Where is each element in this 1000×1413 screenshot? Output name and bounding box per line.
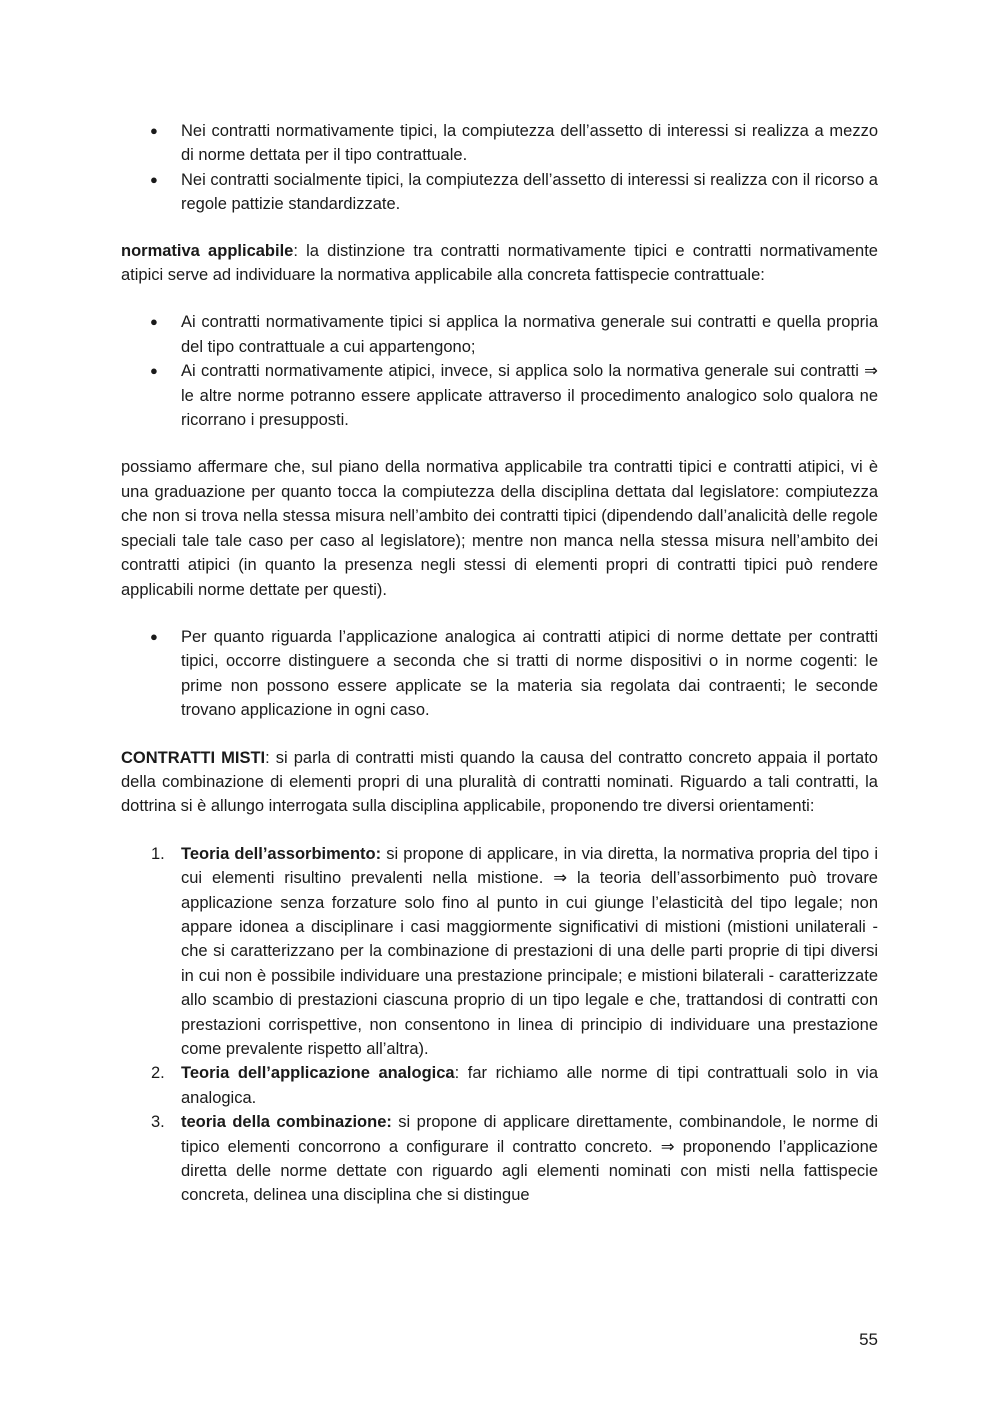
- list-number: 1.: [151, 844, 165, 863]
- theory-title: Teoria dell’assorbimento:: [181, 844, 382, 863]
- paragraph-text: : si parla di contratti misti quando la causa del contratto concreto appaia il portato della combinazione di elementi propri di una pluralità di contratti nominati. Riguardo a tali contratti, la dottrina si è allungo interrogata sulla disciplina applicabile, proponendo tre diversi orientamenti:: [121, 748, 878, 816]
- theory-text: si propone di applicare, in via diretta, la normativa propria del tipo i cui elementi risultino prevalenti nella mistione. ⇒ la teoria dell’assorbimento può trovare applicazione senza forzature solo fino al punto in cui giunge l’elasticità del tipo legale; non appare idonea a disciplinare i casi maggiormente significativi di mistioni (mistioni unilaterali - che si caratterizzano per la combinazione di prestazioni di una delle parti proprie di tipi diversi in cui non è possibile individuare una prestazione principale; e mistioni bilaterali - caratterizzate allo scambio di prestazioni ciascuna proprio di un tipo legale e che, trattandosi di contratti con prestazioni corrispettive, non consentono in linea di principio di individuare una prestazione come prevalente rispetto all’altra).: [181, 844, 878, 1058]
- bullet-list-analogia: [121, 625, 878, 723]
- page-number: 55: [859, 1330, 878, 1349]
- term-contratti-misti: CONTRATTI MISTI: [121, 748, 266, 767]
- list-item-teoria-combinazione: [121, 1110, 878, 1208]
- list-item: ● Nei contratti socialmente tipici, la compiutezza dell’assetto di interessi si realizza con il ricorso a regole pattizie standardizzate.: [121, 168, 878, 217]
- term-normativa-applicabile: normativa applicabile: [121, 241, 294, 260]
- list-item: ● Ai contratti normativamente atipici, invece, si applica solo la normativa generale sui contratti ⇒ le altre norme potranno essere applicate attraverso il procedimento analogico solo qualora ne ricorrano i presupposti.: [121, 359, 878, 432]
- paragraph-text: : la distinzione tra contratti normativamente tipici e contratti normativamente atipici serve ad individuare la normativa applicabile alla concreta fattispecie contrattuale:: [121, 241, 878, 285]
- theory-title: teoria della combinazione:: [181, 1113, 392, 1132]
- bullet-list-normativa: [121, 310, 878, 432]
- numbered-list-teorie: [121, 842, 878, 1208]
- list-number: 3.: [151, 1113, 165, 1132]
- list-number: 2.: [151, 1064, 165, 1083]
- theory-text: : far richiamo alle norme di tipi contrattuali solo in via analogica.: [181, 1064, 878, 1107]
- list-item: ● Nei contratti normativamente tipici, la compiutezza dell’assetto di interessi si realizza a mezzo di norme dettata per il tipo contrattuale.: [121, 119, 878, 168]
- list-item: ● Ai contratti normativamente tipici si applica la normativa generale sui contratti e quella propria del tipo contrattuale a cui appartengono;: [121, 310, 878, 359]
- list-item: ● Per quanto riguarda l’applicazione analogica ai contratti atipici di norme dettate per contratti tipici, occorre distinguere a seconda che si tratti di norme dispositivi o in norme cogenti: le prime non possono essere applicate se la materia sia regolata dai contraenti; le seconde trovano applicazione in ogni caso.: [121, 625, 878, 723]
- list-item-teoria-assorbimento: [121, 842, 878, 1062]
- paragraph-contratti-misti: [121, 746, 878, 819]
- bullet-list-tipicita: [121, 119, 878, 217]
- list-item-teoria-applicazione-analogica: [121, 1061, 878, 1110]
- paragraph-normativa-applicabile: [121, 239, 878, 288]
- document-page: [121, 119, 878, 1208]
- theory-title: Teoria dell’applicazione analogica: [181, 1064, 455, 1083]
- paragraph-graduazione: possiamo affermare che, sul piano della normativa applicabile tra contratti tipici e contratti atipici, vi è una graduazione per quanto tocca la compiutezza della disciplina dettata dal legislatore: compiutezza che non si trova nella stessa misura nell’ambito dei contratti tipici (dipendendo dall’analicità delle regole speciali tale tale caso per caso al legislatore); mentre non manca nella stessa misura nell’ambito dei contratti atipici (in quanto la presenza negli stessi di elementi propri di contratti tipici può rendere applicabili norme dettate per questi).: [121, 458, 878, 599]
- theory-text: si propone di applicare direttamente, combinandole, le norme di tipico elementi concorrono a configurare il contratto concreto. ⇒ proponendo l’applicazione diretta delle norme dettate con riguardo agli elementi nominati con misti nella fattispecie concreta, delinea una disciplina che si distingue: [181, 1113, 879, 1205]
